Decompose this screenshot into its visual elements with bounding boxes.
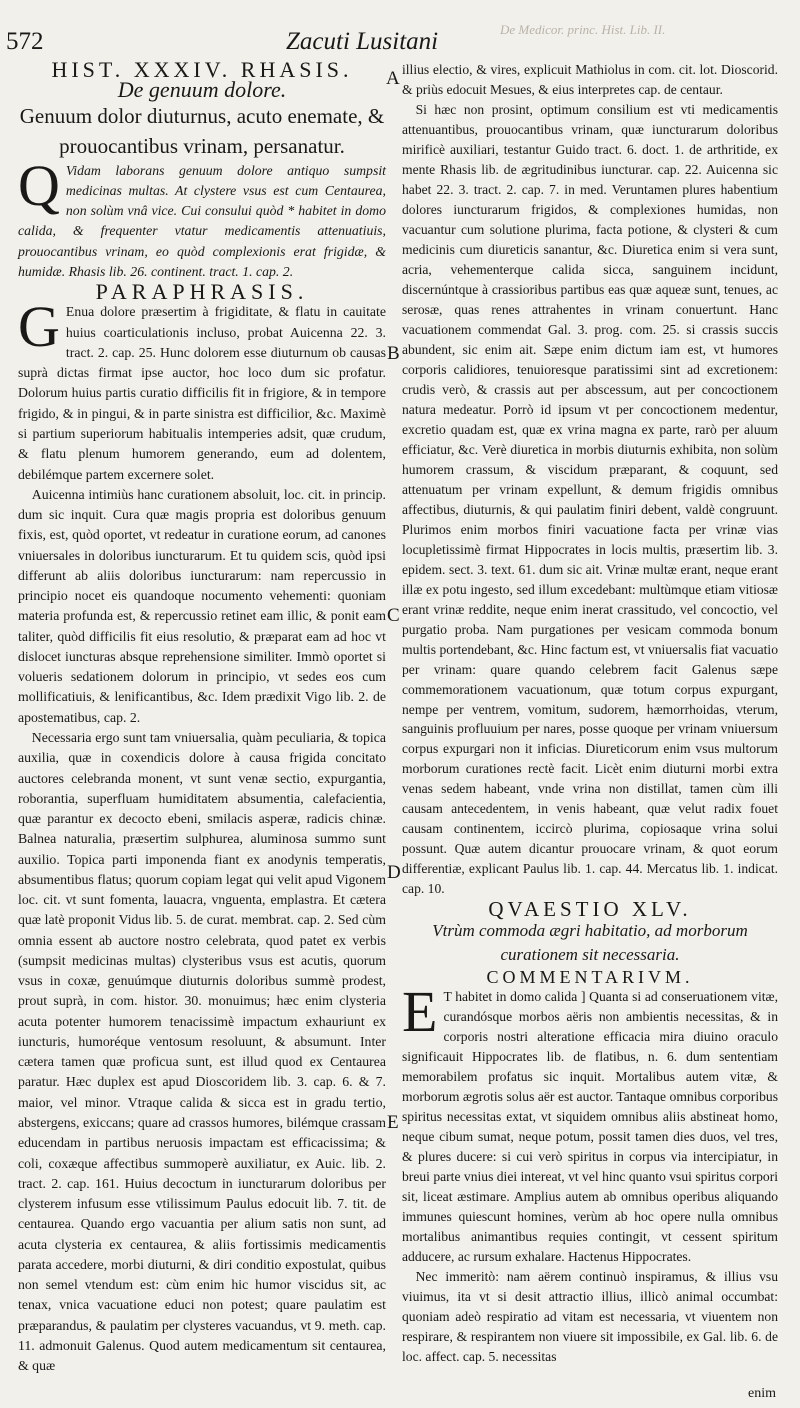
paraphrasis-paragraph-2: Auicenna intimiùs hanc curationem absoluit, loc. cit. in princip. dum sic inquit. Cura quæ magis propria est doloribus genuum fixis, est, quòd oportet, vt redeatur in curatione eorum, ad canones vniuersales in doloribus iuncturarum. Et tu quidem scis, quòd ipsi differunt ab aliis doloribus iuncturarum: nam repercussio in principio nocet eis quandoque nocumento vehementi: quoniam materia profunda est, & repercussio retinet eam illic, & ponit eam taliter, quòd difficilis fit eius resolutio, & præparat eam ad hoc vt dislocet iuncturas absque reprehensione similiter. Immò oportet si volueris sedationem dolorum in principio, vt sedes eos cum mollificatiuis, & lenificantibus, &c. Idem prædixit Vigo lib. 2. de apostematibus, cap. 2.: [18, 486, 386, 725]
drop-cap: G: [18, 294, 60, 360]
margin-marker-b: B: [387, 343, 400, 364]
margin-marker-e: E: [387, 1112, 399, 1133]
continuation-paragraph: illius electio, & vires, explicuit Mathiolus in com. cit. lot. Dioscorid. & priùs edocuit Mesues, & eius interpretes cap. de centaur.: [402, 62, 778, 97]
lead-title: Genuum dolor diuturnus, acuto enemate, & prouocantibus vrinam, persanatur.: [19, 103, 385, 158]
margin-marker-a: A: [386, 68, 400, 89]
page-number: 572: [6, 28, 44, 55]
history-subtitle: De genuum dolore.: [117, 77, 287, 103]
paragraph-text: T habitet in domo calida ] Quanta si ad conseruationem vitæ, curandósque morbos aëris non ambientis necessitas, & in corporis nostri alteratione efficacia mira diuino oraculo significauit Hippocrates lib. de flatibus, n. 6. dum sententiam memorabilem profatus sic inquit. Mortalibus autem vitæ, & morborum ægrotis solus aër est auctor. Tantaque omnibus corporibus spiritus necessitas extat, vt siquidem omnibus aliis abstineat homo, neque cibum sumat, neque potum, possit tamen dies duos, vel tres, & plures ducere: si cui verò spiritus in corpus via intercipiatur, in breui parte vnius diei intereat, vt vel hinc quanto vsui spiritus corpori sit, liceat æstimare. Amplius autem ab omnibus operibus aliquando immunes quiescunt homines, verùm ab hoc opere nulla omnibus mortalibus animantibus requies contingit, vt cessent spiritum adducere, ac rursum exhalare. Hactenus Hippocrates.: [402, 989, 779, 1265]
paraphrasis-paragraph-3: Necessaria ergo sunt tam vniuersalia, quàm peculiaria, & topica auxilia, quæ in coxendicis dolore à causa frigida concitato auctores celebranda monent, vt sunt venæ sectio, expurgantia, roborantia, superfluam humiditatem absumentia, calefacientia, quæ parantur ex decocto ebeni, smilacis asperæ, radicis chinæ. Balnea naturalia, præsertim sulphurea, aluminosa summo sunt auxilio. Topica parti imponenda fiant ex anodynis temperatis, absumentibus flatus; quorum copiam legat qui velit apud Vigonem loc. cit. vt sunt fomenta, lauacra, vnguenta, emplastra. Et cætera quæ latè proponit Vidus lib. 5. de curat. membrat. cap. 2. Sed cùm omnia essent ab auctore nostro celebrata, quod patet ex verbis (sumpsit medicinas multas) clysteribus vsus est acutis, quorum vsus in coxæ, genuúmque diuturnis doloribus summè prodest, prout suprà, in com. histor. 30. monuimus; hæc enim clysteria acuta potenter humorem tenacissimè impactum exhauriunt ex iuncturis, humoréque ventosum resoluunt, & absumunt. Inter cætera tamen quæ proficua sunt, est illud quod ex Centaurea paratur. Hæc duplex est apud Dioscoridem lib. 3. cap. 6. & 7. maior, vel minor. Vtraque calida & sicca est in gradu tertio, abstergens, exiccans; quare ad crassos humores, bilémque crassam educendam in partibus neruosis impactam est efficacissima; & coli, coxæque affectibus summoperè auxiliatur, ex Auic. lib. 2. tract. 2. cap. 161. Huius decoctum in iuncturarum doloribus per clysterem infusum esse vtilissimum Paulus edocuit lib. 7. tit. de centaurea. Quando ergo vacuantia per alium satis non sunt, ad acuta clysteria ex centaurea, & aliis fortissimis medicamentis parata accedere, morbi diuturni, & diri conditio expostulat, quibus non semel vtendum est: cùm enim hic humor viscidus sit, ac tenax, vnica vacuatione educi non potest; quare paulatim est præparandus, & paulatim per clysteres vacuandus, vt 9. meth. cap. 11. admonuit Galenus. Quod autem medicamentum sit centaurea, & quæ: [18, 729, 386, 1374]
commentarium-heading: COMMENTARIVM.: [486, 967, 694, 988]
commentarium-paragraph-1: [402, 979, 779, 1267]
history-title: HIST. XXXIV. RHASIS.: [51, 57, 353, 82]
margin-marker-d: D: [387, 862, 401, 883]
quaestio-subtitle: Vtrùm commoda ægri habitatio, ad morborum curationem sit necessaria.: [432, 921, 748, 965]
right-column: [402, 60, 778, 1367]
paraphrasis-paragraph-1: [18, 294, 386, 484]
margin-marker-c: C: [387, 605, 400, 626]
running-head: Zacuti Lusitani: [286, 28, 439, 55]
drop-cap: Q: [18, 152, 60, 218]
catchword: enim: [748, 1386, 776, 1401]
bleed-through-text: De Medicor. princ. Hist. Lib. II.: [500, 22, 666, 37]
commentarium-paragraph-2: Nec immeritò: nam aërem continuò inspiramus, & illius vsu viuimus, ita vt si desit attractio illius, illicò animal occumbat: quoniam adeò respiratio ad vitam est necessaria, vt viuentem non respirare, & respirantem non viuere sit impossibile, ex Gal. lib. 6. de loc. affect. cap. 5. necessitas: [402, 1269, 778, 1365]
case-paragraph: [18, 152, 386, 283]
paraphrasis-heading: PARAPHRASIS.: [95, 279, 309, 305]
page-header: [0, 0, 800, 62]
left-column: [18, 57, 386, 1376]
paragraph-text: Enua dolore præsertim à frigiditate, & flatu in cauitate huius coarticulationis incluso, probat Auicenna 22. 3. tract. 2. cap. 25. Hunc dolorem esse diuturnum ob causas suprà dictas firmat ipse auctor, hoc loco dum sic profatur. Dolorum huius partis curatio difficilis fit in frigiore, & in tempore frigido, & in pingui, & in parte sinistra est difficilior, &c. Maximè si partium superiorum habitualis intemperies adsit, quæ crudum, & flatu plenum humorem generando, eum ad dolentem, debilémque partem excernere solet.: [18, 304, 386, 482]
case-text: Vidam laborans genuum dolore antiquo sumpsit medicinas multas. At clystere vsus est cum Centaurea, non solùm vnâ vice. Cui consului quòd * habitet in domo calida, & frequenter vtatur medicamentis attenuatiuis, prouocantibus vrinam, eo quòd complexionis erat frigidæ, & humidæ. Rhasis lib. 26. continent. tract. 1. cap. 2.: [18, 162, 386, 279]
diuretics-paragraph: Si hæc non prosint, optimum consilium est vti medicamentis attenuantibus, prouocantibus vrinam, quæ iuncturarum doloribus mirificè auxiliari, testantur Guido tract. 6. doct. 1. de arthritide, ex mente Rhasis lib. de ægritudinibus iuncturar. cap. 22. Auicenna sic habet 22. 3. tract. 2. cap. 7. in med. Veruntamen plures habentium dolores iuncturarum frigidos, & complexiones humidas, non vacuantur cum solutione plurima, facta potione, & clysteri & cum medicinis cum diureticis sanantur, &c. Diuretica enim si vera sunt, acria, vehementerque calida sicca, sanguinem incidunt, discernúntque à crassioribus partibus eas quæ aqueæ sunt, tenues, ac serosæ, quas renes attrahentes in vrinam conuertunt. Hanc vacuationem commendat Gal. 3. prog. com. 25. si crassis succis abundent, sic enim ait. Sæpe enim dictum iam est, vt humores corporis calidiores, tenuioresque paratissimi sint ad excretionem: crudis verò, & crassis aut per abscessum, aut per concoctionem natura medeatur. Porrò id ipsum vt per concoctionem medentur, excretio quadam est, quæ ex vrina magna ex parte, rarò per aluum efficiatur, &c. Verè diuretica in morbis diuturnis exhibita, non solùm humorem crassum, & viscidum præparant, & coquunt, sed attenuatum per vrinam expellunt, & demum frigidis omnibus affectibus, diuturnis, & qui paulatim finiri debent, valdè congruunt. Plurimos enim morbos finiri vacuatione facta per vrinæ vias locupletissimè firmat Hippocrates in locis multis, præsertim lib. 3. epidem. sect. 3. text. 61. dum sic ait. Vrinæ multæ erant, neque erant illæ ex potu ingesto, sed illum excedebant: multùmque etiam vitiosæ erant vrinæ reddite, neque enim inerat crassitudo, vel concoctio, vel purgatio proba. Nam purgationes per vesicam commoda bonum multis portendebant, &c. Hinc factum est, vt vniuersalis fiat vacuatio per vrinam: quare quando celebrem facit Galenus sæpe commemorationem vacuationum, quæ totum corpus expurgant, nempe per ventrem, vomitum, sudorem, hæmorrhoidas, vterum, sanguinis profluuium per nares, posse quoque per vrinam vniuersum corpus expurgari non it inficias. Diureticorum enim vsus multorum morborum curationes rectè facit. Licèt enim diuturni morbi extra venas sedem habeant, vnde vrina non distillat, tamen cùm illi causam antecedentem, in venis habeant, quæ velut radix fouet causam continentem, iccircò plurima, copiosaque vrina solui possunt. Quæ autem dicantur prouocare vrinam, & quot eorum differentiæ, explicant Paulus lib. 1. cap. 44. Mercatus lib. 1. indicat. cap. 10.: [402, 101, 778, 897]
drop-cap: E: [402, 979, 438, 1045]
quaestio-heading: QVAESTIO XLV.: [488, 897, 692, 922]
